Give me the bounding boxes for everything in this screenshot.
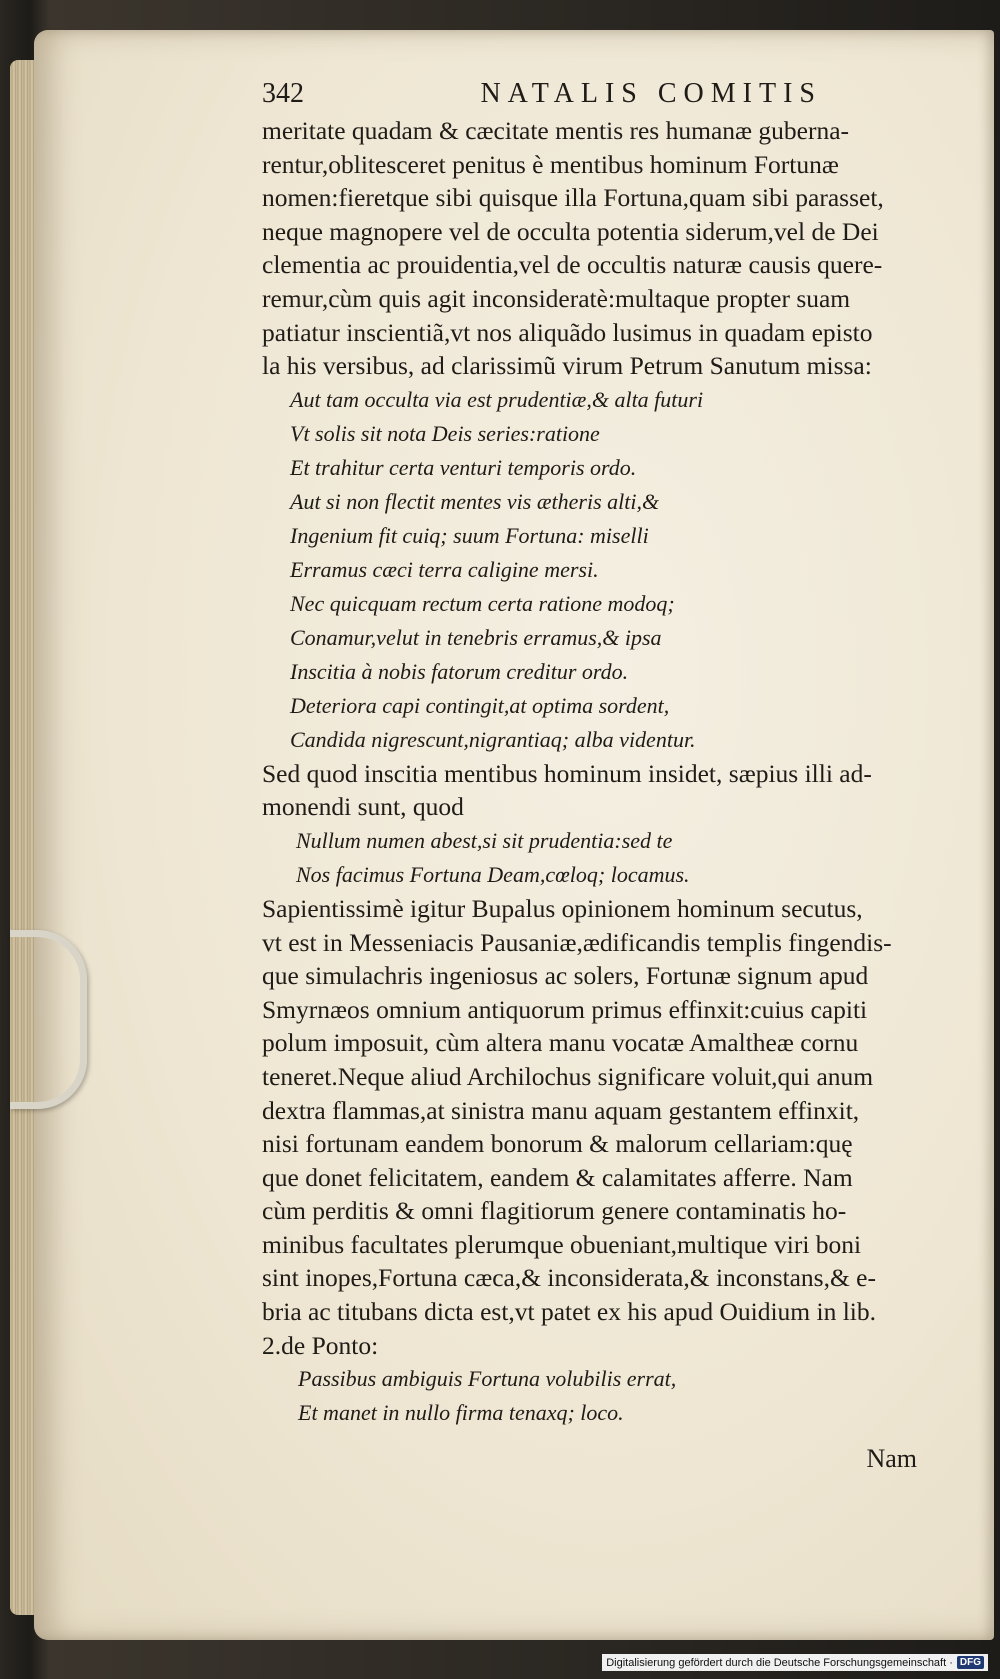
verse-block-1 [262, 383, 962, 757]
verse-line: Aut si non flectit mentes vis ætheris alti,& [290, 488, 660, 514]
text-line: polum imposuit, cùm altera manu vocatæ Amaltheæ cornu [262, 1028, 859, 1058]
prose-paragraph-3 [262, 892, 962, 1362]
text-line: clementia ac prouidentia,vel de occultis naturæ causis quere- [262, 250, 883, 280]
text-line: la his versibus, ad clarissimũ virum Petrum Sanutum missa: [262, 351, 872, 381]
text-line: Sapientissimè igitur Bupalus opinionem hominum secutus, [262, 893, 863, 923]
dfg-logo-icon: DFG [957, 1656, 984, 1669]
verse-block-3 [262, 1362, 962, 1430]
verse-line: Et manet in nullo firma tenaxq; loco. [298, 1400, 624, 1426]
verse-line: Et trahitur certa venturi temporis ordo. [290, 454, 637, 480]
text-line: 2.de Ponto: [262, 1330, 379, 1360]
verse-line: Passibus ambiguis Fortuna volubilis errat, [298, 1366, 677, 1392]
verse-line: Ingenium fit cuiq; suum Fortuna: miselli [290, 522, 649, 548]
text-line: patiatur inscientiã,vt nos aliquãdo lusimus in quadam episto [262, 317, 873, 347]
verse-line: Nullum numen abest,si sit prudentia:sed te [296, 827, 673, 853]
catchword: Nam [866, 1444, 917, 1474]
text-line: sint inopes,Fortuna cæca,& inconsiderata,& inconstans,& e- [262, 1263, 876, 1293]
verse-line: Aut tam occulta via est prudentiæ,& alta futuri [290, 386, 704, 412]
verse-line: Nec quicquam rectum certa ratione modoq; [290, 590, 675, 616]
page-number: 342 [262, 78, 304, 109]
text-line: nisi fortunam eandem bonorum & malorum cellariam:quę [262, 1129, 853, 1159]
verse-line: Conamur,velut in tenebris erramus,& ipsa [290, 624, 662, 650]
verse-line: Nos facimus Fortuna Deam,cœloq; locamus. [296, 861, 690, 887]
verse-line: Candida nigrescunt,nigrantiaq; alba videntur. [290, 726, 696, 752]
digitization-footer [602, 1654, 988, 1671]
verse-line: Erramus cæci terra caligine mersi. [290, 556, 599, 582]
text-line: vt est in Messeniacis Pausaniæ,ædificandis templis fingendis- [262, 927, 892, 957]
verse-line: Vt solis sit nota Deis series:ratione [290, 420, 600, 446]
text-line: teneret.Neque aliud Archilochus significare voluit,qui anum [262, 1061, 874, 1091]
page-text [262, 78, 962, 1474]
text-line: monendi sunt, quod [262, 792, 464, 822]
verse-line: Deteriora capi contingit,at optima sordent, [290, 692, 670, 718]
text-line: remur,cùm quis agit inconsideratè:multaque propter suam [262, 283, 851, 313]
page-clip [10, 930, 87, 1109]
text-line: minibus facultates plerumque obueniant,multique viri boni [262, 1229, 862, 1259]
running-header [262, 78, 822, 110]
text-line: neque magnopere vel de occulta potentia siderum,vel de Dei [262, 216, 879, 246]
text-line: que simulachris ingeniosus ac solers, Fortunæ signum apud [262, 961, 869, 991]
text-line: dextra flammas,at sinistra manu aquam gestantem effinxit, [262, 1095, 860, 1125]
footer-credit: Digitalisierung gefördert durch die Deutsche Forschungsgemeinschaft · [606, 1656, 953, 1669]
text-line: que donet felicitatem, eandem & calamitates afferre. Nam [262, 1162, 853, 1192]
verse-line: Inscitia à nobis fatorum creditur ordo. [290, 658, 629, 684]
text-line: nomen:fieretque sibi quisque illa Fortuna,quam sibi parasset, [262, 183, 884, 213]
text-line: bria ac titubans dicta est,vt patet ex his apud Ouidium in lib. [262, 1297, 876, 1327]
text-line: meritate quadam & cæcitate mentis res humanæ guberna- [262, 116, 850, 145]
running-title: NATALIS COMITIS [480, 78, 822, 109]
text-line: rentur,oblitesceret penitus è mentibus hominum Fortunæ [262, 149, 839, 179]
text-line: Smyrnæos omnium antiquorum primus effinxit:cuius capiti [262, 994, 868, 1024]
verse-block-2 [262, 824, 962, 892]
text-line: cùm perditis & omni flagitiorum genere contaminatis ho- [262, 1196, 847, 1226]
text-line: Sed quod inscitia mentibus hominum insidet, sæpius illi ad- [262, 758, 872, 788]
prose-paragraph-1 [262, 114, 962, 383]
prose-paragraph-2 [262, 757, 962, 824]
